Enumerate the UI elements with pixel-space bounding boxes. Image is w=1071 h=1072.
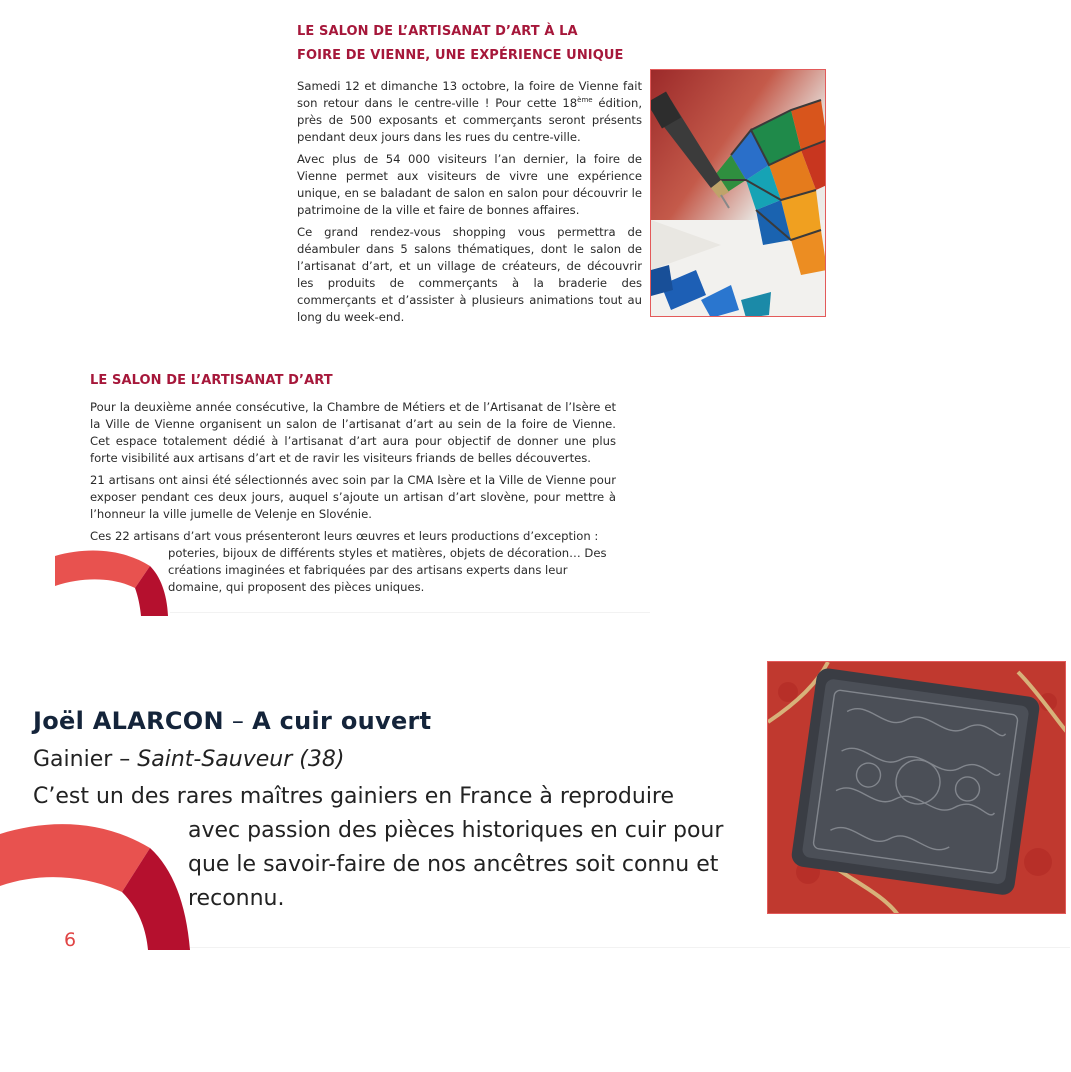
page-number: 6: [64, 929, 77, 951]
section-2-paragraph-3-line-1: Ces 22 artisans d’art vous présenteront leurs œuvres et leurs productions d’exception :: [90, 529, 599, 543]
stained-glass-photo: [650, 69, 826, 317]
title-dash: –: [223, 707, 253, 735]
stained-glass-image: [651, 70, 826, 317]
section-1-paragraph-3: Ce grand rendez-vous shopping vous permettra de déambuler dans 5 salons thématiques, dont le salon de l’artisanat d’art, et un village de créateurs, de découvrir les produits de commerçants à la braderie des commerçants et d’assister à plusieurs animations tout au long du week-end.: [297, 225, 642, 324]
artisan-name-line: [33, 707, 431, 735]
artisan-name: Joël ALARCON: [33, 707, 224, 735]
divider-line-2: [190, 947, 1070, 948]
leather-case-image: [768, 662, 1066, 914]
artisan-trade: Gainier –: [33, 747, 138, 772]
artisan-business: A cuir ouvert: [252, 707, 432, 735]
section-1-paragraph-2: Avec plus de 54 000 visiteurs l’an dernier, la foire de Vienne permet aux visiteurs de vivre une expérience unique, en se baladant de salon en salon pour découvrir le patrimoine de la ville et faire de bonnes affaires.: [297, 152, 642, 217]
artisan-description-rest: avec passion des pièces historiques en cuir pour que le savoir-faire de nos ancêtres soit connu et reconnu.: [188, 818, 724, 911]
artisan-location: Saint-Sauveur (38): [137, 747, 345, 772]
divider-line-1: [170, 612, 650, 613]
decorative-ribbon-large: [0, 820, 192, 950]
section-2-title: LE SALON DE L’ARTISANAT D’ART: [90, 373, 333, 388]
artisan-description-line-1: C’est un des rares maîtres gainiers en France à reproduire: [33, 784, 675, 809]
section-1-paragraph-1: Samedi 12 et dimanche 13 octobre, la foire de Vienne fait son retour dans le centre-ville ! Pour cette 18ème édition, près de 500 exposants et commerçants seront présents pendant deux jours dans les rues du centre-ville.: [297, 79, 643, 144]
section-1: [297, 20, 642, 331]
artisan-trade-line: [33, 747, 344, 772]
section-2-paragraph-3-rest: poteries, bijoux de différents styles et matières, objets de décoration… Des créations imaginées et fabriquées par des artisans experts dans leur domaine, qui proposent des pièces uniques.: [168, 546, 607, 594]
leather-case-photo: [767, 661, 1066, 914]
section-2-paragraph-2: 21 artisans ont ainsi été sélectionnés avec soin par la CMA Isère et la Ville de Vienne pour exposer pendant ces deux jours, auquel s’ajoute un artisan d’art slovène, pour mettre à l’honneur la ville jumelle de Velenje en Slovénie.: [90, 473, 616, 521]
decorative-ribbon-small: [55, 548, 170, 616]
section-2-paragraph-1: Pour la deuxième année consécutive, la Chambre de Métiers et de l’Artisanat de l’Isère et la Ville de Vienne organisent un salon de l’artisanat d’art au sein de la foire de Vienne. Cet espace totalement dédié à l’artisanat d’art aura pour objectif de donner une plus forte visibilité aux artisans d’art et de ravir les visiteurs friands de belles découvertes.: [90, 400, 616, 465]
section-1-title-line-1: LE SALON DE L’ARTISANAT D’ART À LA: [297, 24, 578, 39]
section-1-title-line-2: FOIRE DE VIENNE, UNE EXPÉRIENCE UNIQUE: [297, 48, 624, 63]
